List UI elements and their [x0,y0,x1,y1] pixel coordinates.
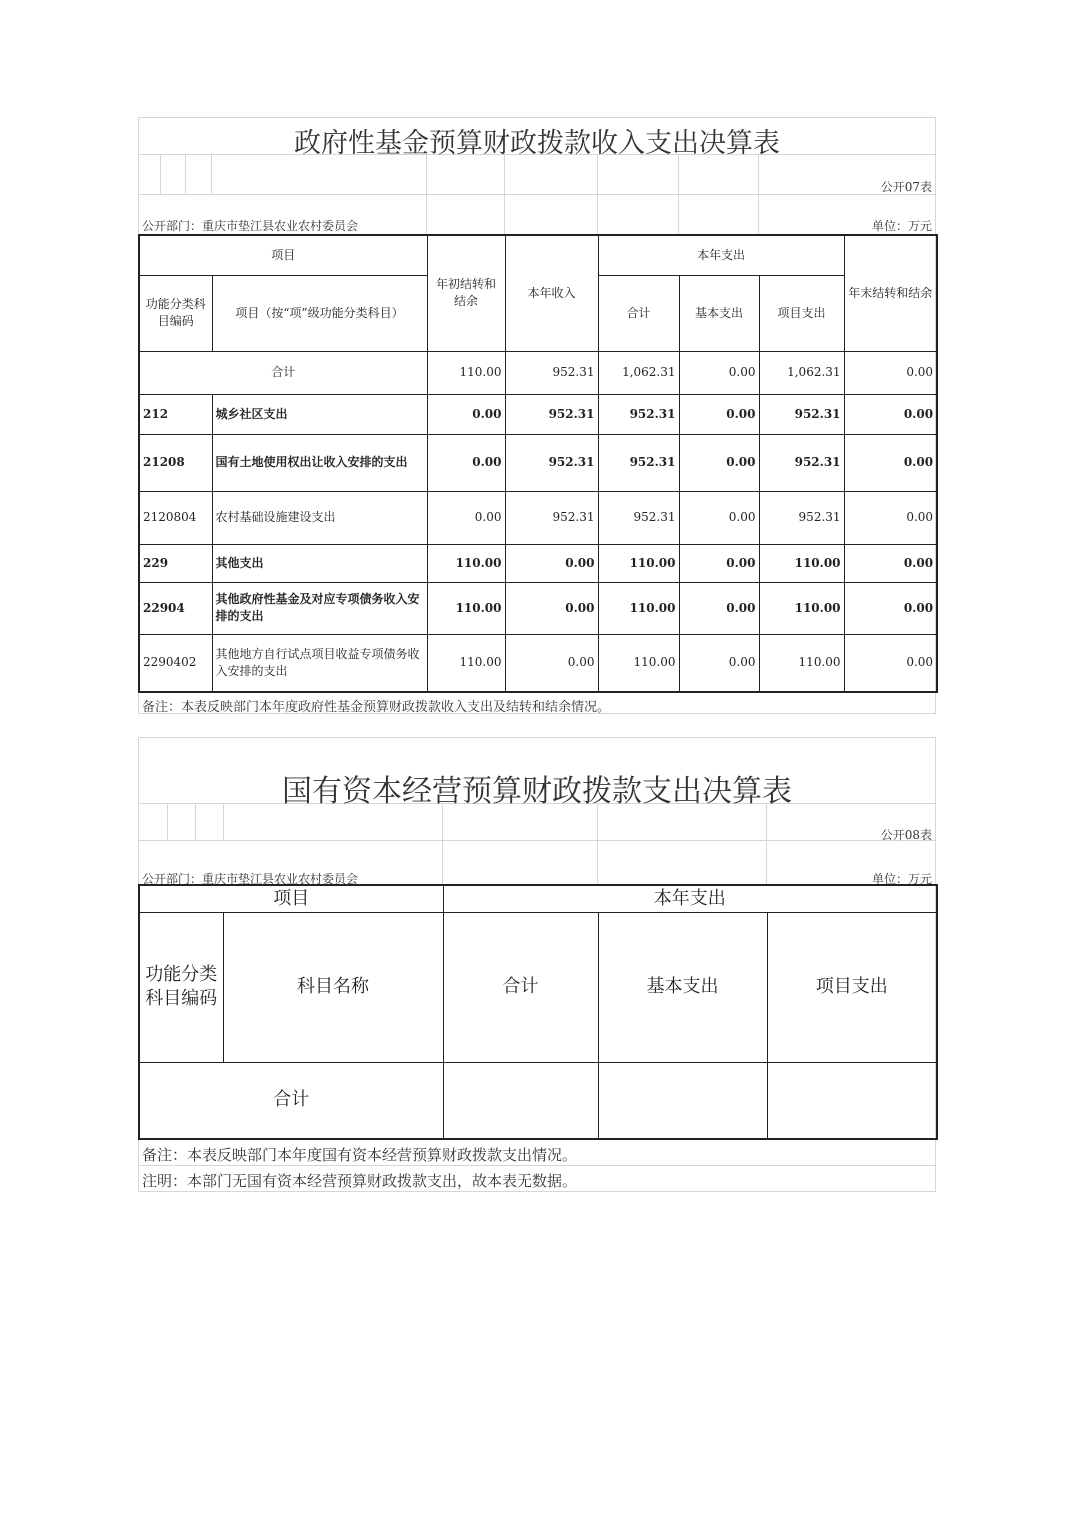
row-cell: 0.00 [844,634,937,692]
row-cell: 110.00 [427,544,505,582]
row-cell: 0.00 [679,434,759,491]
header-item-name: 项目（按“项”级功能分类科目） [212,275,427,351]
row-cell: 952.31 [759,434,844,491]
total-label: 合计 [139,1062,443,1139]
total-cell [598,1062,767,1139]
table-row [139,544,937,582]
row-cell: 0.00 [505,544,598,582]
header-basic: 基本支出 [598,912,767,1062]
row-code: 212 [139,394,212,434]
row-name: 国有土地使用权出让收入安排的支出 [212,434,427,491]
header-subject-name: 科目名称 [223,912,443,1062]
row-cell: 952.31 [598,491,679,544]
header-func-code: 功能分类科目编码 [139,275,212,351]
row-cell: 952.31 [505,434,598,491]
table2-code: 公开08表 [880,828,932,842]
row-cell: 952.31 [598,394,679,434]
total-label: 合计 [139,351,427,394]
row-cell: 0.00 [427,491,505,544]
row-cell: 110.00 [759,544,844,582]
row-cell: 0.00 [679,544,759,582]
row-cell: 110.00 [427,634,505,692]
row-cell: 110.00 [598,544,679,582]
header-func-code: 功能分类科目编码 [139,912,223,1062]
header-expense: 本年支出 [598,235,844,275]
row-cell: 0.00 [844,394,937,434]
table1-department: 公开部门：重庆市垫江县农业农村委员会 [142,219,359,233]
header-expense: 本年支出 [443,885,937,912]
table1-unit: 单位：万元 [871,219,932,233]
row-code: 2290402 [139,634,212,692]
table2-unit: 单位：万元 [871,872,932,886]
table1-code: 公开07表 [880,180,932,194]
row-cell: 952.31 [505,394,598,434]
table-total-row [139,351,937,394]
total-cell: 952.31 [505,351,598,394]
header-income: 本年收入 [505,235,598,351]
header-end-balance: 年末结转和结余 [844,235,937,351]
row-name: 其他政府性基金及对应专项债务收入安排的支出 [212,582,427,634]
header-basic: 基本支出 [679,275,759,351]
table2-note: 备注：本表反映部门本年度国有资本经营预算财政拨款支出情况。 [142,1146,578,1164]
row-name: 城乡社区支出 [212,394,427,434]
header-project-exp: 项目支出 [759,275,844,351]
row-name: 其他支出 [212,544,427,582]
total-cell: 1,062.31 [759,351,844,394]
table-row [139,582,937,634]
total-cell: 0.00 [844,351,937,394]
total-cell: 0.00 [679,351,759,394]
row-code: 229 [139,544,212,582]
table-row [139,434,937,491]
fund-budget-sheet [138,117,936,714]
table1-note: 备注：本表反映部门本年度政府性基金预算财政拨款收入支出及结转和结余情况。 [142,700,611,715]
row-cell: 0.00 [427,434,505,491]
row-name: 其他地方自行试点项目收益专项债务收入安排的支出 [212,634,427,692]
table2-title: 国有资本经营预算财政拨款支出决算表 [282,774,792,809]
row-cell: 0.00 [679,634,759,692]
row-cell: 0.00 [844,582,937,634]
row-cell: 952.31 [598,434,679,491]
header-total: 合计 [443,912,598,1062]
row-cell: 0.00 [844,544,937,582]
row-cell: 0.00 [505,634,598,692]
row-cell: 110.00 [598,582,679,634]
table-total-row [139,1062,937,1139]
row-cell: 0.00 [844,491,937,544]
total-cell: 110.00 [427,351,505,394]
table2-department: 公开部门：重庆市垫江县农业农村委员会 [142,872,359,886]
row-code: 22904 [139,582,212,634]
row-code: 2120804 [139,491,212,544]
row-cell: 952.31 [759,394,844,434]
row-cell: 0.00 [679,394,759,434]
header-total: 合计 [598,275,679,351]
row-cell: 110.00 [427,582,505,634]
total-cell: 1,062.31 [598,351,679,394]
header-project-exp: 项目支出 [767,912,937,1062]
row-cell: 0.00 [505,582,598,634]
fund-budget-table [138,234,938,693]
row-cell: 0.00 [679,582,759,634]
row-cell: 110.00 [759,582,844,634]
row-cell: 110.00 [759,634,844,692]
table-row [139,394,937,434]
table1-title: 政府性基金预算财政拨款收入支出决算表 [294,128,780,159]
row-cell: 952.31 [505,491,598,544]
state-capital-table [138,884,938,1140]
row-cell: 0.00 [427,394,505,434]
row-cell: 952.31 [759,491,844,544]
row-cell: 0.00 [844,434,937,491]
header-project: 项目 [139,235,427,275]
header-begin-balance: 年初结转和结余 [427,235,505,351]
state-capital-sheet [138,737,936,1192]
table-row [139,491,937,544]
table-row [139,634,937,692]
header-project: 项目 [139,885,443,912]
row-name: 农村基础设施建设支出 [212,491,427,544]
total-cell [767,1062,937,1139]
row-cell: 0.00 [679,491,759,544]
row-cell: 110.00 [598,634,679,692]
total-cell [443,1062,598,1139]
row-code: 21208 [139,434,212,491]
table2-remark: 注明：本部门无国有资本经营预算财政拨款支出，故本表无数据。 [142,1172,578,1190]
